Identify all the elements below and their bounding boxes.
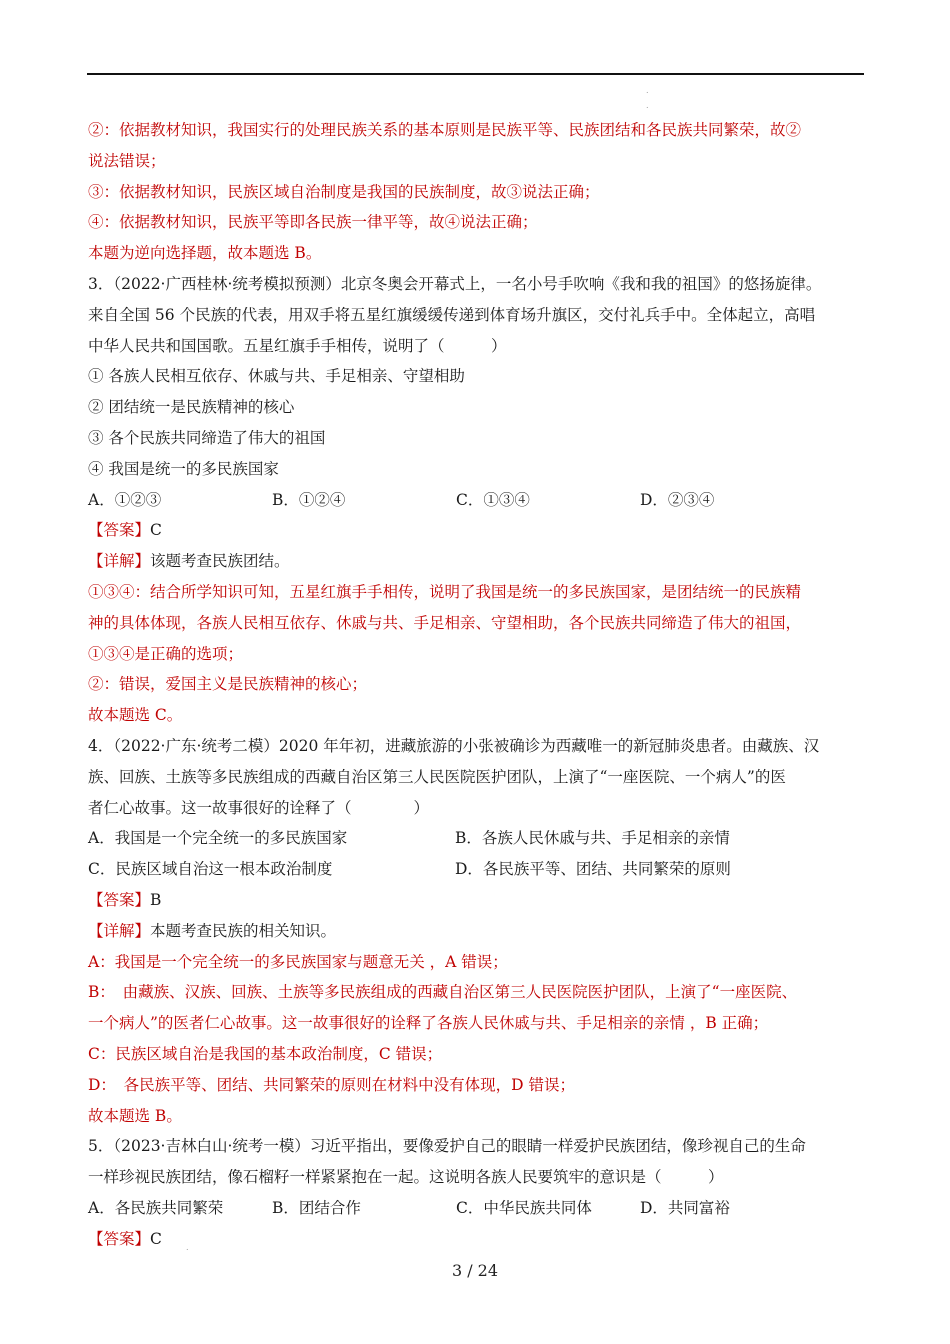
answer-text: 本题考查民族的相关知识。: [150, 921, 337, 940]
answer-tag: 【答案】: [88, 890, 151, 909]
answer-options: [88, 1193, 863, 1224]
explanation-line: 故本题选 B。: [88, 1106, 182, 1125]
question-line: 中华人民共和国国歌。五星红旗手手相传，说明了（ ）: [88, 336, 507, 355]
option-item: A．①②③: [88, 490, 162, 509]
question-line: ② 团结统一是民族精神的核心: [88, 398, 295, 417]
option-item: D．共同富裕: [640, 1198, 730, 1217]
explanation-line: 故本题选 C。: [88, 706, 183, 725]
header-rule: [87, 73, 864, 75]
question-line: 4．（2022·广东·统考二模）2020 年年初，进藏旅游的小张被确诊为西藏唯一的新冠肺炎患者。由藏族、汉: [88, 736, 820, 755]
question-line: 5．（2023·吉林白山·统考一模）习近平指出，要像爱护自己的眼睛一样爱护民族团结，像珍视自己的生命: [88, 1137, 806, 1156]
explanation-line: 本题为逆向选择题，故本题选 B。: [88, 244, 322, 263]
answer-options: [88, 485, 863, 516]
explanation-line: ③：依据教材知识，民族区域自治制度是我国的民族制度，故③说法正确；: [88, 182, 600, 201]
option-item: B．团结合作: [272, 1198, 361, 1217]
option-item: C．民族区域自治这一根本政治制度: [88, 860, 333, 879]
question-line: 3．（2022·广西桂林·统考模拟预测）北京冬奥会开幕式上，一名小号手吹响《我和我的祖国》的悠扬旋律。: [88, 274, 822, 293]
decorative-dot: .: [186, 1243, 189, 1252]
explanation-line: D： 各民族平等、团结、共同繁荣的原则在材料中没有体现，D 错误；: [88, 1075, 576, 1094]
question-line: ③ 各个民族共同缔造了伟大的祖国: [88, 428, 326, 447]
explanation-line: C：民族区域自治是我国的基本政治制度，C 错误；: [88, 1044, 443, 1063]
explanation-line: 神的具体体现，各族人民相互依存、休戚与共、手足相亲、守望相助，各个民族共同缔造了伟大的祖国，: [88, 613, 802, 632]
option-item: A．我国是一个完全统一的多民族国家: [88, 829, 348, 848]
answer-line: [88, 515, 863, 546]
option-item: B．①②④: [272, 490, 346, 509]
explanation-line: A：我国是一个完全统一的多民族国家与题意无关 ，A 错误；: [88, 952, 508, 971]
option-item: C．中华民族共同体: [456, 1198, 592, 1217]
option-item: D．各民族平等、团结、共同繁荣的原则: [455, 860, 731, 879]
question-line: 来自全国 56 个民族的代表，用双手将五星红旗缓缓传递到体育场升旗区，交付礼兵手中。全体起立，高唱: [88, 305, 816, 324]
explanation-line: 说法错误；: [88, 151, 166, 170]
question-line: ④ 我国是统一的多民族国家: [88, 459, 279, 478]
explanation-line: ①③④是正确的选项；: [88, 644, 244, 663]
question-line: 者仁心故事。这一故事很好的诠释了（ ）: [88, 798, 430, 817]
answer-line: [88, 916, 863, 947]
answer-tag: 【答案】: [88, 521, 151, 540]
answer-line: [88, 546, 863, 577]
decorative-dot: .: [646, 101, 649, 110]
answer-text: C: [150, 521, 162, 540]
answer-text: C: [150, 1229, 162, 1248]
question-line: ① 各族人民相互依存、休戚与共、手足相亲、守望相助: [88, 367, 465, 386]
option-item: B．各族人民休戚与共、手足相亲的亲情: [455, 829, 730, 848]
answer-tag: 【详解】: [88, 921, 151, 940]
explanation-line: ④：依据教材知识，民族平等即各民族一律平等，故④说法正确；: [88, 213, 538, 232]
answer-text: 该题考查民族团结。: [150, 552, 290, 571]
explanation-line: ①③④：结合所学知识可知，五星红旗手手相传，说明了我国是统一的多民族国家，是团结统一的民族精: [88, 582, 802, 601]
answer-tag: 【详解】: [88, 552, 151, 571]
answer-options: [88, 823, 863, 854]
answer-options: [88, 854, 863, 885]
explanation-line: B： 由藏族、汉族、回族、土族等多民族组成的西藏自治区第三人民医院医护团队，上演了“一座医院、: [88, 983, 798, 1002]
document-body: [88, 115, 863, 1254]
answer-tag: 【答案】: [88, 1229, 151, 1248]
explanation-line: 一个病人”的医者仁心故事。这一故事很好的诠释了各族人民休戚与共、手足相亲的亲情 ，B 正确；: [88, 1014, 769, 1033]
option-item: C．①③④: [456, 490, 530, 509]
option-item: A．各民族共同繁荣: [88, 1198, 224, 1217]
explanation-line: ②：依据教材知识，我国实行的处理民族关系的基本原则是民族平等、民族团结和各民族共同繁荣，故②: [88, 121, 802, 139]
answer-line: [88, 1224, 863, 1255]
explanation-line: ②：错误，爱国主义是民族精神的核心；: [88, 675, 368, 694]
question-line: 一样珍视民族团结，像石榴籽一样紧紧抱在一起。这说明各族人民要筑牢的意识是（ ）: [88, 1168, 724, 1187]
answer-text: B: [150, 890, 162, 909]
question-line: 族、回族、土族等多民族组成的西藏自治区第三人民医院医护团队，上演了“一座医院、一个病人”的医: [88, 767, 786, 786]
option-item: D．②③④: [640, 490, 715, 509]
answer-line: [88, 885, 863, 916]
page-number: 3 / 24: [451, 1261, 499, 1280]
decorative-dot: .: [646, 86, 649, 95]
